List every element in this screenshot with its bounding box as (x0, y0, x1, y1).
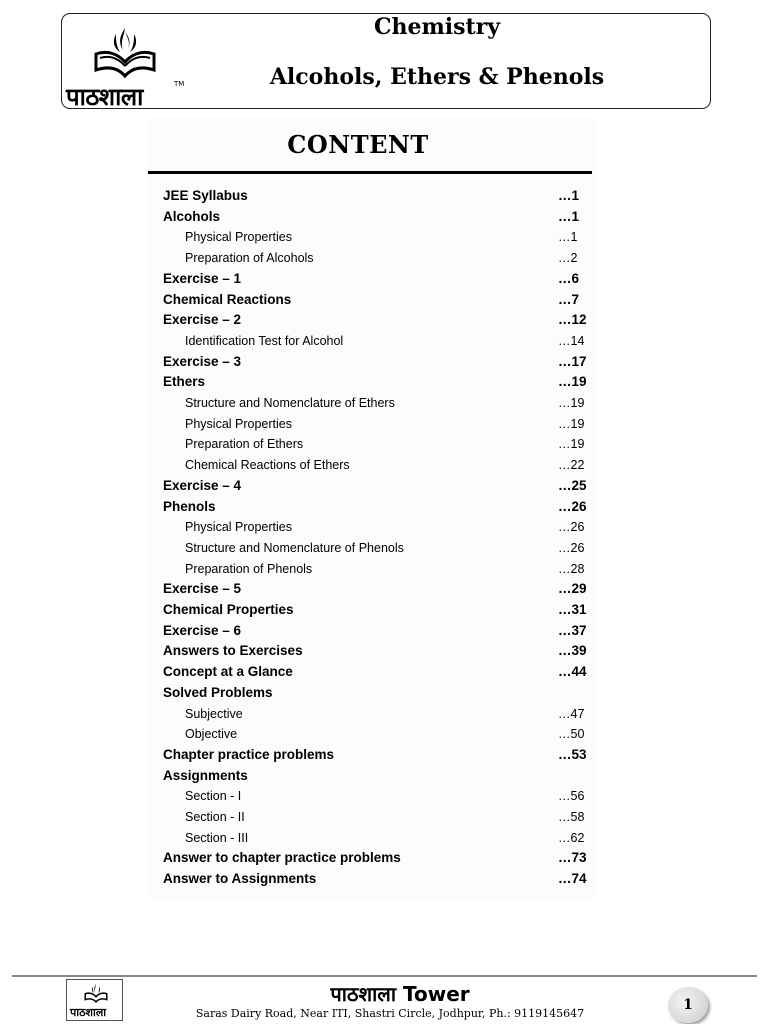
toc-entry-page: …12 (558, 312, 587, 328)
toc-subentry (148, 393, 596, 413)
toc-entry-page: …1 (558, 188, 580, 203)
toc-entry-label: Exercise – 3 (163, 353, 242, 369)
toc-entry (148, 869, 596, 889)
toc-entry-page: …6 (558, 270, 580, 286)
toc-entry-label: Concept at a Glance (163, 664, 293, 680)
toc-entry-page: …7 (558, 291, 580, 307)
toc-heading: CONTENT (287, 130, 429, 159)
header-box (61, 13, 711, 109)
footer-address: Saras Dairy Road, Near ITI, Shastri Circle, Jodhpur, Ph.: 9119145647 (195, 1007, 585, 1020)
toc-entry-page: …26 (558, 498, 587, 514)
toc-entry-label: Exercise – 4 (163, 477, 242, 493)
toc-entry (148, 310, 596, 330)
toc-entry-page: …31 (558, 602, 587, 617)
toc-entry-page: …56 (558, 789, 585, 804)
toc-entry-label: Preparation of Phenols (185, 561, 313, 576)
toc-entry-page: …37 (558, 622, 587, 638)
toc-entry-label: Preparation of Ethers (185, 437, 304, 452)
toc-entry-label: Assignments (163, 767, 248, 783)
toc-entry-label: Answer to Assignments (163, 871, 317, 887)
toc-entry-page: …73 (558, 850, 587, 866)
toc-entry (148, 641, 596, 661)
toc-entry-label: Identification Test for Alcohol (185, 333, 344, 348)
toc-entry-page: …29 (558, 581, 587, 597)
toc-entry-page: …19 (558, 416, 585, 431)
toc-entry-page: …26 (558, 540, 585, 555)
toc-entry-label: Preparation of Alcohols (185, 251, 314, 266)
toc-entry-label: Objective (185, 727, 238, 742)
toc-entry-page: …1 (558, 208, 580, 224)
toc-list (148, 118, 596, 900)
toc-entry-page: …17 (558, 353, 587, 369)
toc-entry-page: …22 (558, 458, 585, 473)
toc-entry-label: Chemical Properties (163, 602, 294, 617)
toc-subentry (148, 559, 596, 579)
toc-entry-label: Exercise – 2 (163, 312, 242, 328)
toc-entry-label: Chemical Reactions of Ethers (185, 458, 350, 473)
book-flame-icon (83, 982, 109, 1004)
toc-entry (148, 372, 596, 392)
toc-subentry (148, 414, 596, 434)
toc-entry-page: …25 (558, 477, 587, 493)
toc-entry-page: …39 (558, 643, 587, 659)
toc-entry (148, 683, 596, 703)
toc-entry (148, 745, 596, 765)
toc-entry-label: Structure and Nomenclature of Ethers (185, 396, 395, 410)
toc-entry (148, 848, 596, 868)
toc-entry-label: Ethers (163, 374, 206, 390)
toc-entry (148, 621, 596, 641)
toc-entry (148, 476, 596, 496)
footer-title: पाठशाला Tower (330, 982, 470, 1006)
toc-entry-label: Answer to chapter practice problems (163, 850, 401, 866)
logo-text: पाठशाला (66, 83, 143, 111)
pathshala-logo (66, 24, 186, 111)
toc-entry-page: …58 (558, 810, 585, 824)
toc-entry-label: Physical Properties (185, 520, 292, 535)
toc-entry-page: …44 (558, 664, 587, 680)
toc-entry (148, 600, 596, 620)
toc-subentry (148, 227, 596, 247)
subject-title: Chemistry (373, 14, 501, 40)
toc-entry-label: Physical Properties (185, 230, 292, 245)
toc-entry (148, 662, 596, 682)
toc-entry-page: …53 (558, 746, 587, 762)
toc-entry-page: …50 (558, 727, 585, 742)
toc-subentry (148, 724, 596, 744)
toc-entry-label: JEE Syllabus (163, 188, 248, 203)
toc-entry-page: …26 (558, 520, 585, 535)
toc-entry-label: Section - II (185, 810, 245, 824)
toc-entry (148, 269, 596, 289)
toc-entry-label: Structure and Nomenclature of Phenols (185, 540, 404, 555)
book-flame-icon (90, 24, 160, 80)
toc-entry (148, 766, 596, 786)
table-of-contents (148, 118, 596, 900)
toc-subentry (148, 455, 596, 475)
toc-entry (148, 186, 596, 206)
toc-entry (148, 290, 596, 310)
toc-entry-label: Section - III (185, 830, 249, 845)
toc-subentry (148, 434, 596, 454)
toc-entry-page: …1 (558, 230, 578, 245)
toc-entry (148, 579, 596, 599)
toc-entry (148, 497, 596, 517)
chapter-title: Alcohols, Ethers & Phenols (269, 64, 605, 90)
toc-entry-page: …28 (558, 561, 585, 576)
toc-entry (148, 352, 596, 372)
footer-logo (66, 979, 123, 1021)
toc-subentry (148, 704, 596, 724)
footer-logo-text: पाठशाला (70, 1006, 107, 1019)
toc-subentry (148, 786, 596, 806)
toc-entry-page: …74 (558, 871, 587, 887)
toc-entry-label: Exercise – 5 (163, 581, 242, 597)
toc-subentry (148, 807, 596, 827)
toc-entry-label: Answers to Exercises (163, 643, 303, 659)
toc-entry-label: Subjective (185, 706, 243, 721)
logo-trademark: TM (174, 80, 185, 88)
toc-entry-page: …19 (558, 437, 585, 452)
footer-divider (12, 975, 757, 977)
toc-entry-label: Exercise – 6 (163, 622, 242, 638)
toc-entry-label: Alcohols (163, 208, 221, 224)
toc-entry-page: …62 (558, 830, 585, 845)
toc-entry-label: Chemical Reactions (163, 291, 292, 307)
toc-entry-label: Section - I (185, 789, 242, 804)
toc-entry-page: …47 (558, 706, 585, 721)
toc-entry-label: Physical Properties (185, 416, 292, 431)
toc-entry-page: …19 (558, 396, 585, 410)
toc-entry-page: …14 (558, 333, 585, 348)
toc-entry-page: …19 (558, 374, 587, 390)
toc-subentry (148, 828, 596, 848)
toc-entry-page: …2 (558, 251, 578, 266)
page-number-badge: 1 (668, 987, 708, 1023)
toc-entry-label: Chapter practice problems (163, 746, 335, 762)
toc-subentry (148, 538, 596, 558)
toc-entry-label: Phenols (163, 498, 216, 514)
toc-entry-label: Solved Problems (163, 684, 273, 700)
toc-subentry (148, 517, 596, 537)
toc-subentry (148, 331, 596, 351)
toc-entry (148, 207, 596, 227)
toc-subentry (148, 248, 596, 268)
toc-entry-label: Exercise – 1 (163, 270, 242, 286)
